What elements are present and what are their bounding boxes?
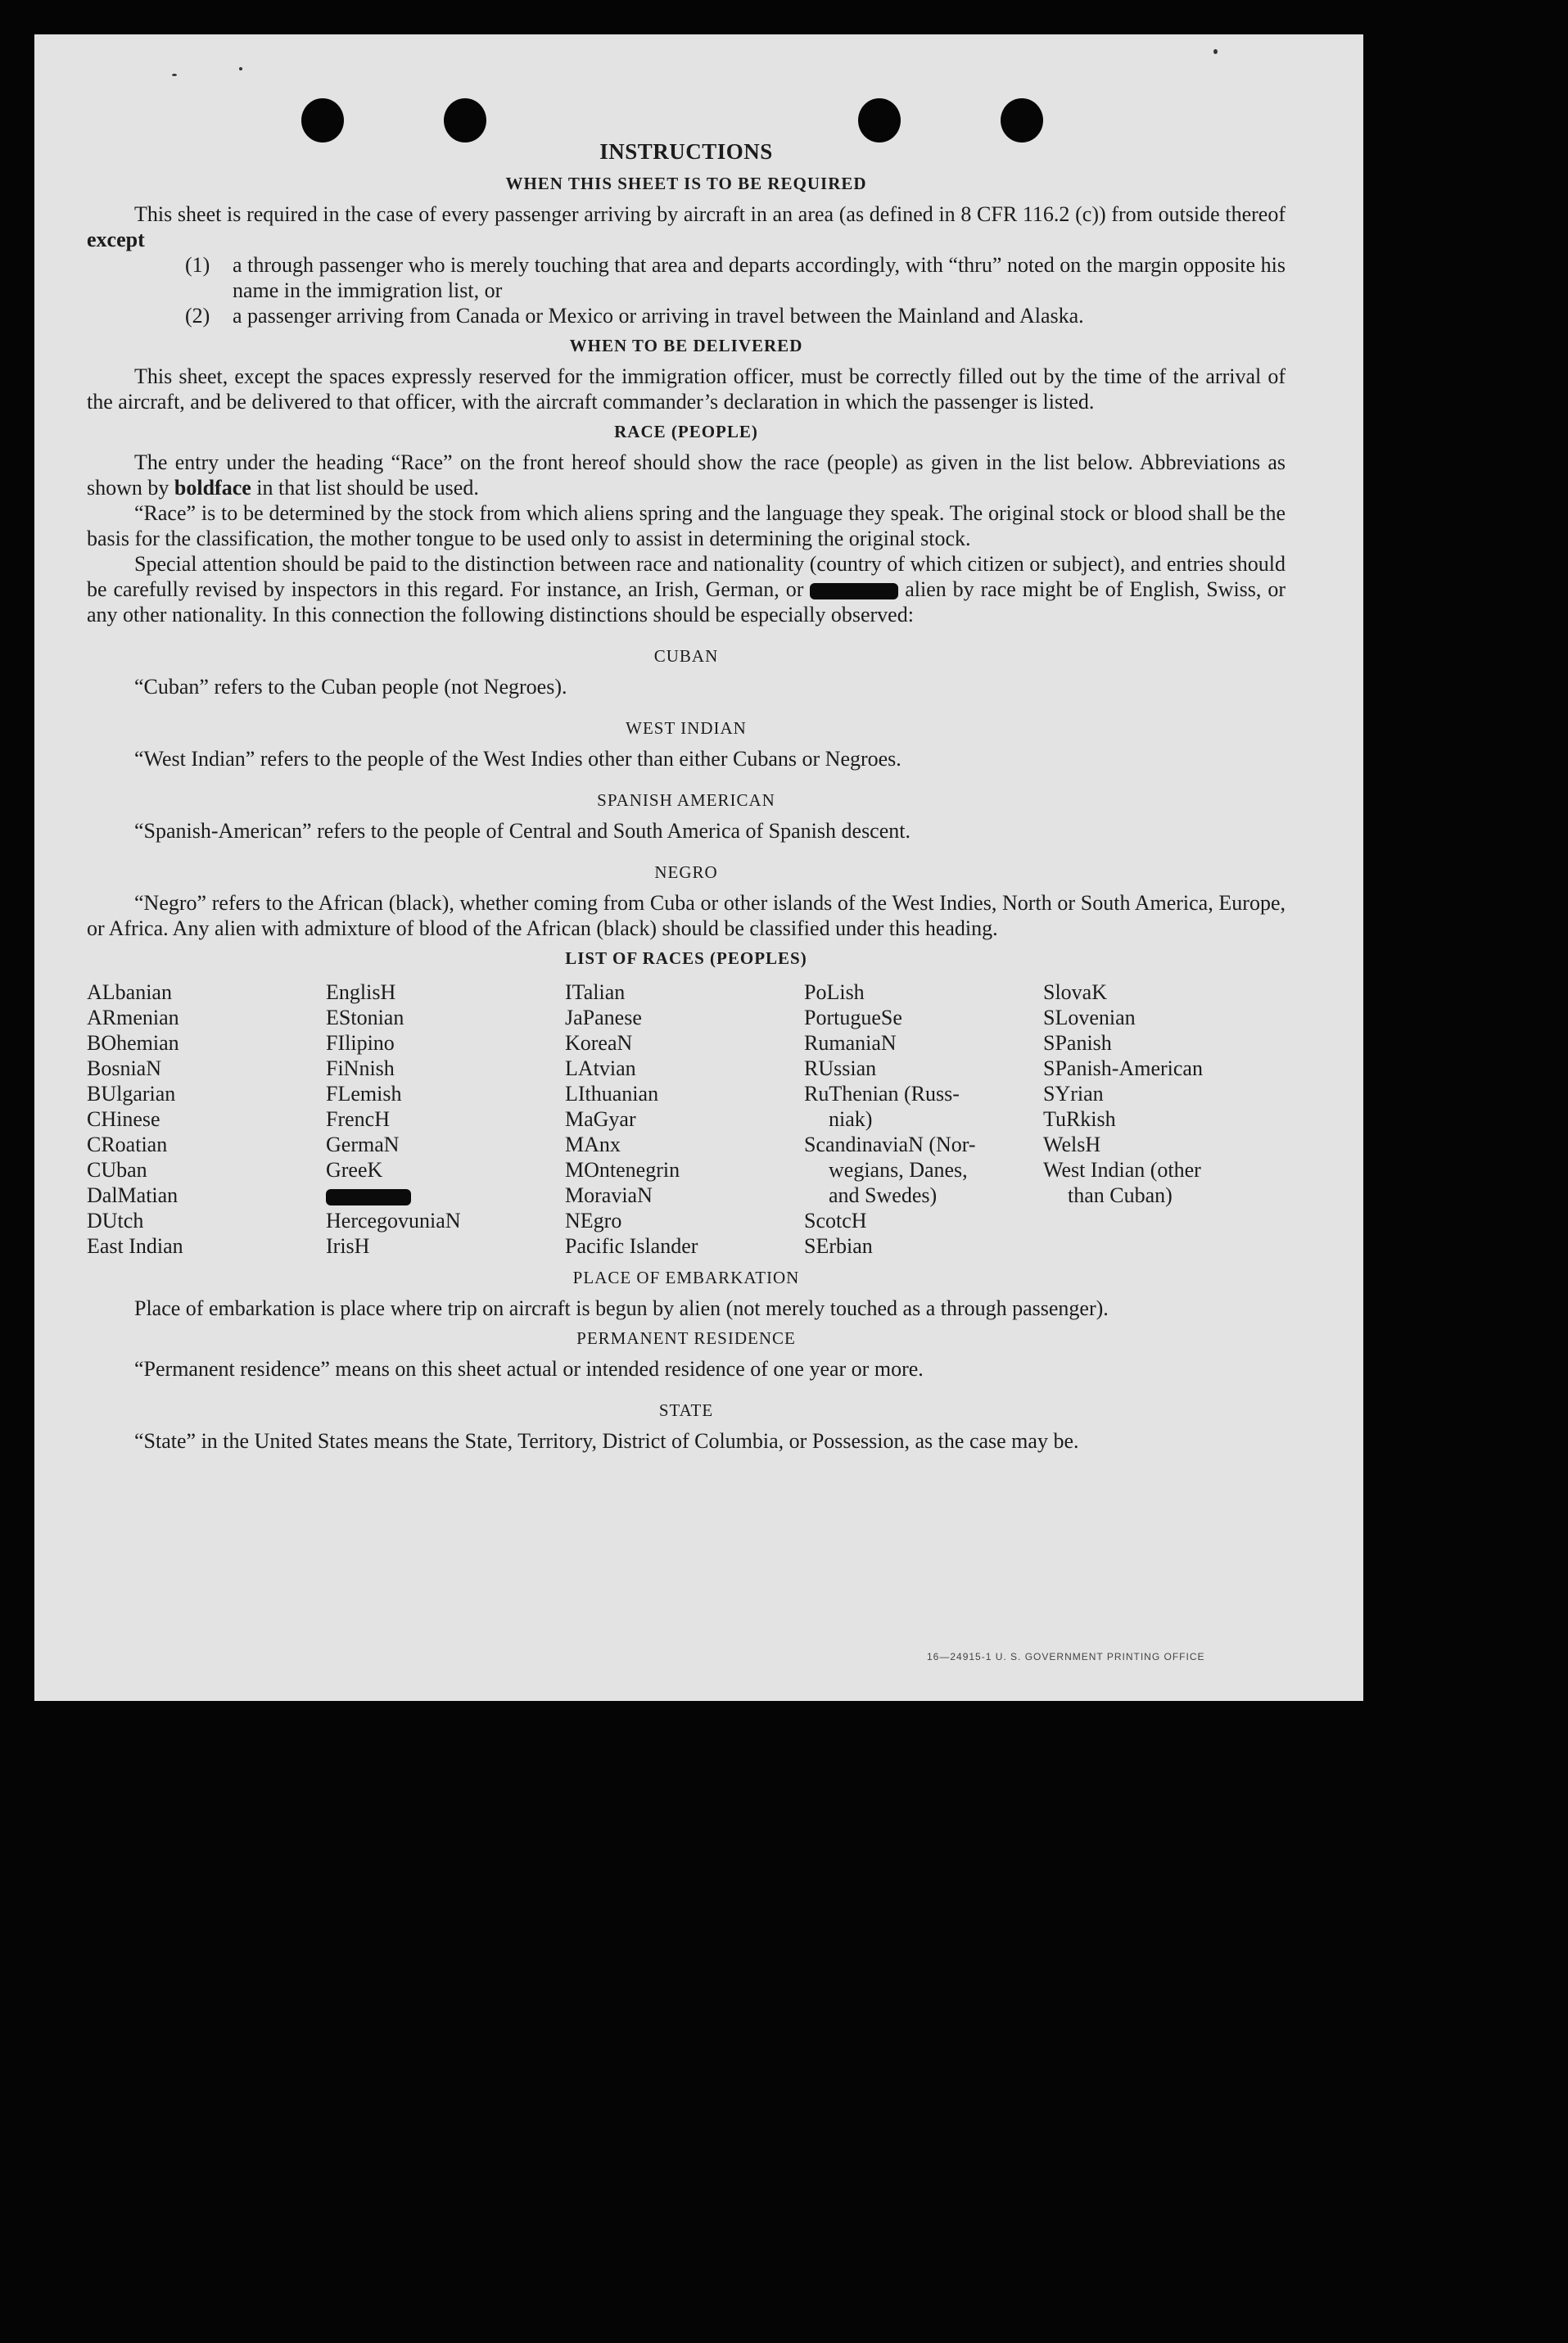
section-heading: STATE	[658, 1400, 714, 1420]
punch-hole	[858, 98, 901, 142]
printer-imprint: 16—24915-1 U. S. GOVERNMENT PRINTING OFFICE	[927, 1651, 1205, 1662]
race-entry: WelsH	[1043, 1133, 1101, 1156]
paragraph: “West Indian” refers to the people of the West Indies other than either Cubans or Negroes.	[134, 747, 901, 771]
section-heading: RACE (PEOPLE)	[614, 422, 758, 441]
paragraph: “Negro” refers to the African (black), whether coming from Cuba or other islands of the West Indies, North or South America, Europe, or Africa. Any alien with admixture of blood of the African (black) should be classified under this heading.	[87, 891, 1286, 940]
race-entry: ARmenian	[87, 1006, 179, 1029]
race-entry-continued: wegians, Danes,	[829, 1158, 968, 1182]
paragraph-text: The entry under the heading “Race” on the front hereof should show the race (people) as given in the list below. Abbreviations as shown by	[87, 450, 1286, 500]
race-entry: SPanish-American	[1043, 1056, 1203, 1080]
race-entry: MAnx	[565, 1133, 621, 1156]
item-text: a through passenger who is merely touching that area and departs accordingly, with “thru” noted on the margin opposite his name in the immigration list, or	[233, 253, 1286, 302]
race-entry: LIthuanian	[565, 1082, 659, 1106]
paragraph	[87, 551, 1286, 627]
races-column	[1043, 979, 1282, 1259]
race-entry: ScandinaviaN (Nor-	[804, 1133, 976, 1156]
race-entry: HercegovuniaN	[326, 1209, 461, 1233]
list-item	[185, 303, 1286, 328]
race-entry: PoLish	[804, 980, 865, 1004]
redaction-mark	[326, 1189, 411, 1205]
page-title: INSTRUCTIONS	[599, 139, 773, 164]
race-entry: East Indian	[87, 1234, 183, 1258]
race-entry-continued: and Swedes)	[829, 1183, 938, 1207]
race-entry: DalMatian	[87, 1183, 178, 1207]
race-entry: IrisH	[326, 1234, 370, 1258]
race-entry: SPanish	[1043, 1031, 1112, 1055]
race-entry: SYrian	[1043, 1082, 1104, 1106]
section-heading: PERMANENT RESIDENCE	[576, 1328, 796, 1348]
section-heading: PLACE OF EMBARKATION	[572, 1268, 800, 1287]
race-entry: CRoatian	[87, 1133, 168, 1156]
section-heading: WEST INDIAN	[626, 718, 747, 738]
race-entry: CUban	[87, 1158, 147, 1182]
punch-hole	[301, 98, 344, 142]
paragraph: This sheet, except the spaces expressly reserved for the immigration officer, must be correctly filled out by the time of the arrival of the aircraft, and be delivered to that officer, with the aircraft commander’s declaration in which the passenger is listed.	[87, 364, 1286, 414]
race-entry: MOntenegrin	[565, 1158, 680, 1182]
paragraph: “Permanent residence” means on this sheet actual or intended residence of one year or more.	[134, 1357, 924, 1381]
race-entry: SLovenian	[1043, 1006, 1136, 1029]
race-entry: JaPanese	[565, 1006, 642, 1029]
section-heading: NEGRO	[654, 862, 718, 882]
section-heading: WHEN THIS SHEET IS TO BE REQUIRED	[505, 174, 867, 193]
item-number: (1)	[185, 253, 210, 277]
race-entry: RuThenian (Russ-	[804, 1082, 960, 1106]
paragraph	[87, 201, 1286, 252]
bold-text: except	[87, 228, 145, 251]
section-heading: LIST OF RACES (PEOPLES)	[565, 948, 807, 968]
instructions-body	[87, 139, 1286, 1454]
speck	[1213, 49, 1218, 54]
section-heading: WHEN TO BE DELIVERED	[569, 336, 803, 355]
paragraph: Place of embarkation is place where trip on aircraft is begun by alien (not merely touched as a through passenger).	[134, 1296, 1109, 1320]
race-entry: SlovaK	[1043, 980, 1107, 1004]
races-list	[87, 979, 1286, 1259]
race-entry: GermaN	[326, 1133, 400, 1156]
redaction-mark	[810, 583, 898, 599]
race-entry: ALbanian	[87, 980, 172, 1004]
race-entry-redacted	[326, 1183, 565, 1208]
paragraph: “State” in the United States means the State, Territory, District of Columbia, or Possession, as the case may be.	[134, 1429, 1079, 1453]
list-item	[185, 252, 1286, 303]
race-entry: BUlgarian	[87, 1082, 176, 1106]
race-entry: FIlipino	[326, 1031, 395, 1055]
race-entry: KoreaN	[565, 1031, 633, 1055]
race-entry: BOhemian	[87, 1031, 179, 1055]
race-entry: ITalian	[565, 980, 626, 1004]
race-entry: TuRkish	[1043, 1107, 1116, 1131]
paragraph: “Spanish-American” refers to the people of Central and South America of Spanish descent.	[134, 819, 911, 843]
paragraph-text: This sheet is required in the case of every passenger arriving by aircraft in an area (as defined in 8 CFR 116.2 (c)) from outside thereof	[134, 202, 1286, 226]
bold-text: boldface	[174, 476, 251, 500]
speck	[172, 74, 177, 76]
race-entry: BosniaN	[87, 1056, 161, 1080]
race-entry: LAtvian	[565, 1056, 636, 1080]
paragraph-text: alien by race might be of English, Swiss, or any other nationality. In this connection the following distinctions should be especially observed:	[87, 577, 1286, 626]
race-entry: RUssian	[804, 1056, 877, 1080]
races-column	[565, 979, 804, 1259]
race-entry: ScotcH	[804, 1209, 867, 1233]
race-entry: NEgro	[565, 1209, 622, 1233]
race-entry: FiNnish	[326, 1056, 395, 1080]
race-entry-continued: niak)	[829, 1107, 873, 1131]
paragraph-text: in that list should be used.	[251, 476, 479, 500]
item-text: a passenger arriving from Canada or Mexico or arriving in travel between the Mainland and Alaska.	[233, 304, 1084, 328]
races-column	[87, 979, 326, 1259]
race-entry: MaGyar	[565, 1107, 636, 1131]
race-entry: PortugueSe	[804, 1006, 902, 1029]
race-entry: SErbian	[804, 1234, 873, 1258]
punch-hole	[1001, 98, 1043, 142]
race-entry: CHinese	[87, 1107, 160, 1131]
item-number: (2)	[185, 304, 210, 328]
races-column	[804, 979, 1043, 1259]
races-column	[326, 979, 565, 1259]
race-entry: FLemish	[326, 1082, 402, 1106]
paragraph: “Race” is to be determined by the stock from which aliens spring and the language they speak. The original stock or blood shall be the basis for the classification, the mother tongue to be used only to assist in determining the original stock.	[87, 501, 1286, 550]
race-entry: MoraviaN	[565, 1183, 653, 1207]
paragraph-text: Special attention should be paid to the distinction between race and nationality (country of which citizen or subject), and entries should be carefully revised by inspectors in this regard. For instance, an Irish, German, or	[87, 552, 1286, 601]
document-page	[34, 34, 1363, 1701]
race-entry: Pacific Islander	[565, 1234, 698, 1258]
race-entry: EnglisH	[326, 980, 396, 1004]
paragraph	[87, 450, 1286, 500]
race-entry: EStonian	[326, 1006, 404, 1029]
paragraph: “Cuban” refers to the Cuban people (not Negroes).	[134, 675, 567, 699]
punch-hole	[444, 98, 486, 142]
race-entry: West Indian (other	[1043, 1158, 1201, 1182]
race-entry: GreeK	[326, 1158, 383, 1182]
speck	[239, 67, 242, 70]
race-entry: DUtch	[87, 1209, 144, 1233]
race-entry-continued: than Cuban)	[1068, 1183, 1173, 1207]
section-heading: CUBAN	[653, 646, 719, 666]
race-entry: RumaniaN	[804, 1031, 897, 1055]
section-heading: SPANISH AMERICAN	[597, 790, 775, 810]
race-entry: FrencH	[326, 1107, 390, 1131]
